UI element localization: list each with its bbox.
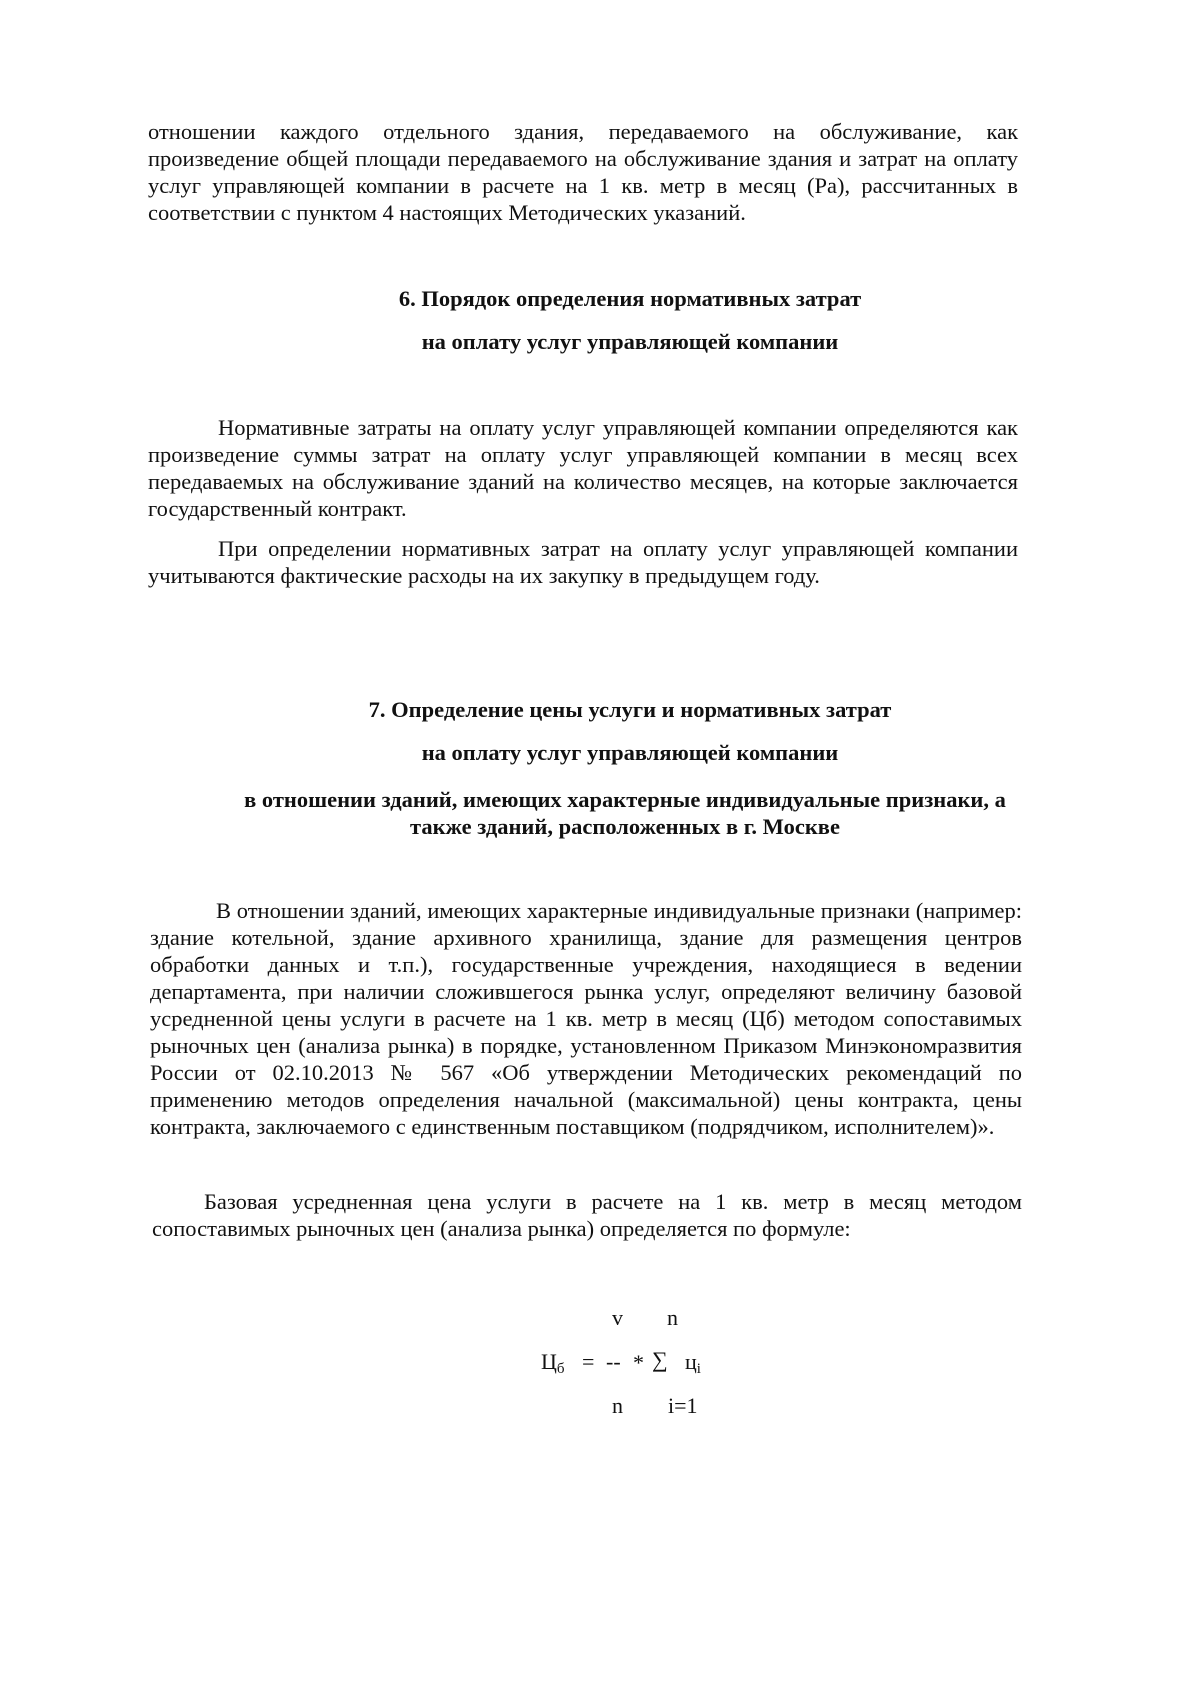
formula-sum-symbol: ∑: [652, 1347, 668, 1372]
section7-paragraph1: В отношении зданий, имеющих характерные индивидуальные признаки (например: здание котельной, здание архивного хранилища, здание для размещения центров обработки данных и т.п.), государственные учреждения, находящиеся в ведении департамента, при наличии сложившегося рынка услуг, определяют величину базовой усредненной цены услуги в расчете на 1 кв. метр в месяц (Цб) методом сопоставимых рыночных цен (анализа рынка) в порядке, установленном Приказом Минэкономразвития России от 02.10.2013 № 567 «Об утверждении Методических рекомендаций по применению методов определения начальной (максимальной) цены контракта, цены контракта, заключаемого с единственным поставщиком (подрядчиком, исполнителем)».: [150, 898, 1022, 1139]
section7-paragraph2: Базовая усредненная цена услуги в расчете на 1 кв. метр в месяц методом сопоставимых рыночных цен (анализа рынка) определяется по формуле:: [152, 1189, 1022, 1241]
formula-times: *: [633, 1350, 644, 1375]
formula-term: $ц_i$: [685, 1349, 701, 1377]
section6-paragraph2: При определении нормативных затрат на оплату услуг управляющей компании учитываются фактические расходы на их закупку в предыдущем году.: [148, 536, 1018, 588]
section7-heading-line3: в отношении зданий, имеющих характерные индивидуальные признаки, а: [244, 787, 1006, 812]
section7-heading-line1: 7. Определение цены услуги и нормативных затрат: [368, 697, 892, 722]
formula-fraction-bar: --: [606, 1349, 621, 1374]
section6-heading-line2: на оплату услуг управляющей компании: [421, 329, 839, 354]
formula-bottom-n: n: [612, 1393, 623, 1418]
section6-heading-line1: 6. Порядок определения нормативных затрат: [398, 286, 862, 311]
continuation-paragraph: отношении каждого отдельного здания, передаваемого на обслуживание, как произведение общей площади передаваемого на обслуживание здания и затрат на оплату услуг управляющей компании в расчете на 1 кв. метр в месяц (Pа), рассчитанных в соответствии с пунктом 4 настоящих Методических указаний.: [148, 119, 1018, 225]
formula-top-n: n: [667, 1305, 678, 1330]
section7-heading-line4: также зданий, расположенных в г. Москве: [410, 814, 840, 839]
formula-equals: =: [582, 1349, 595, 1374]
formula-lhs: $Ц_б$: [541, 1349, 565, 1377]
section7-heading-line2: на оплату услуг управляющей компании: [421, 740, 839, 765]
section6-paragraph1: Нормативные затраты на оплату услуг управляющей компании определяются как произведение суммы затрат на оплату услуг управляющей компании в месяц всех передаваемых на обслуживание зданий на количество месяцев, на которые заключается государственный контракт.: [148, 415, 1018, 521]
formula-top-v: v: [612, 1305, 623, 1330]
formula-bottom-index: i=1: [668, 1393, 698, 1418]
